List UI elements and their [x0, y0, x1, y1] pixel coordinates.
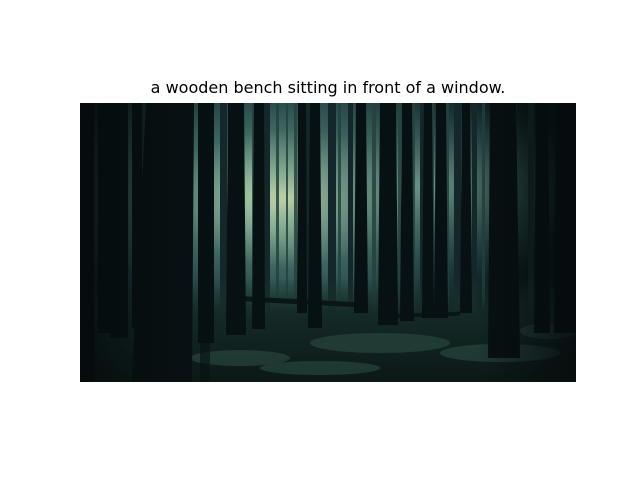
vignette-overlay: [80, 103, 576, 382]
image-caption: a wooden bench sitting in front of a window.: [150, 78, 506, 97]
forest-photo: [80, 103, 576, 382]
forest-illustration: [80, 103, 576, 382]
